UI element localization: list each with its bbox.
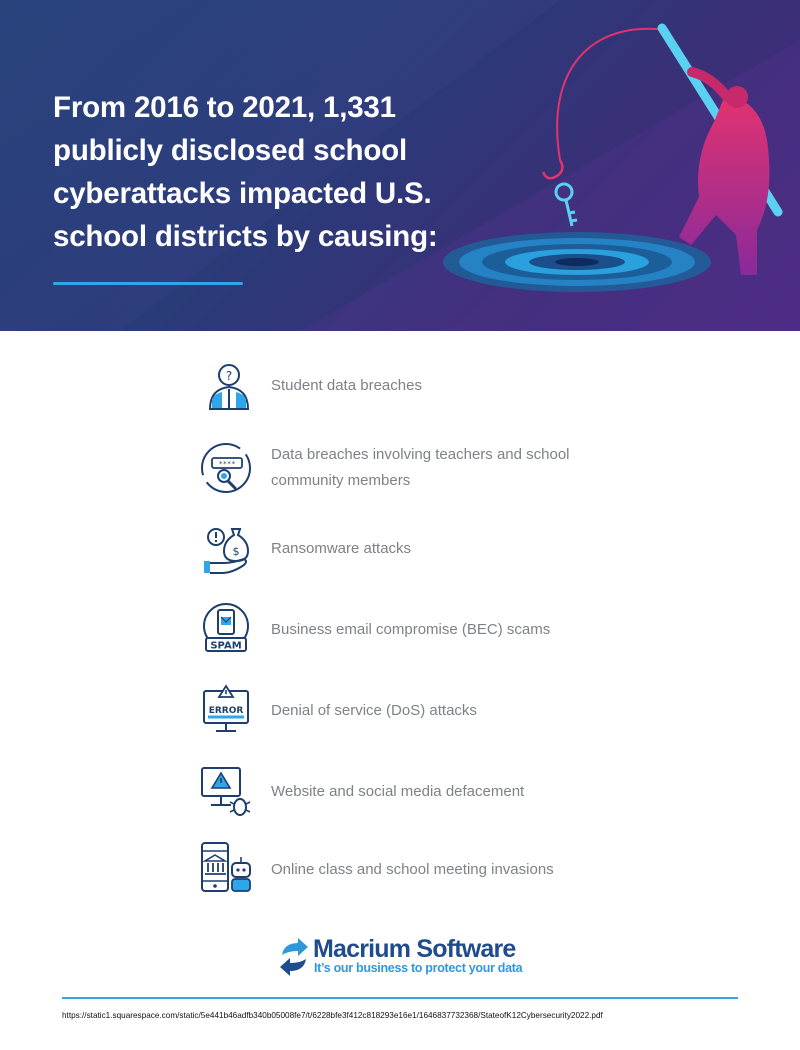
item-label: Website and social media defacement <box>271 783 525 800</box>
item-label: Online class and school meeting invasions <box>271 861 554 878</box>
item-label: Data breaches involving teachers and school community members <box>271 446 570 489</box>
password-search-icon <box>198 440 254 496</box>
ransom-money-icon <box>198 521 254 577</box>
svg-text:****: **** <box>218 460 236 468</box>
list-item <box>198 841 618 901</box>
list-item <box>198 602 618 662</box>
item-label: Business email compromise (BEC) scams <box>271 621 551 638</box>
svg-text:$: $ <box>232 545 240 558</box>
source-link[interactable]: https://static1.squarespace.com/static/5e441b46adfb340b05008fe7/t/6228bfe3f412c818293e16e1/1646837732368/StateofK12Cybersecurity2022.pdf <box>62 1011 603 1020</box>
page-title: From 2016 to 2021, 1,331 publicly disclosed school cyberattacks impacted U.S. school districts by causing: <box>53 91 438 253</box>
item-label: Denial of service (DoS) attacks <box>271 702 477 719</box>
list-item <box>198 359 618 419</box>
title-underline <box>53 282 243 285</box>
macrium-arrows-icon <box>278 937 310 977</box>
footer-divider <box>62 997 738 999</box>
monitor-bug-icon <box>198 764 254 820</box>
student-question-icon <box>198 359 254 415</box>
svg-text:ERROR: ERROR <box>208 706 244 716</box>
hero-banner <box>0 0 800 331</box>
spam-email-icon <box>198 602 254 658</box>
item-label: Student data breaches <box>271 377 422 394</box>
list-item <box>198 764 618 824</box>
item-label: Ransomware attacks <box>271 540 412 557</box>
school-app-robot-icon <box>198 841 254 897</box>
brand-name: Macrium Software <box>313 935 516 963</box>
svg-text:SPAM: SPAM <box>210 640 242 652</box>
list-item <box>198 683 618 743</box>
macrium-logo <box>278 937 528 979</box>
list-item <box>198 521 618 581</box>
list-item <box>198 440 618 500</box>
error-monitor-icon <box>198 683 254 739</box>
svg-text:?: ? <box>225 369 233 383</box>
brand-tagline: It’s our business to protect your data <box>314 961 523 975</box>
